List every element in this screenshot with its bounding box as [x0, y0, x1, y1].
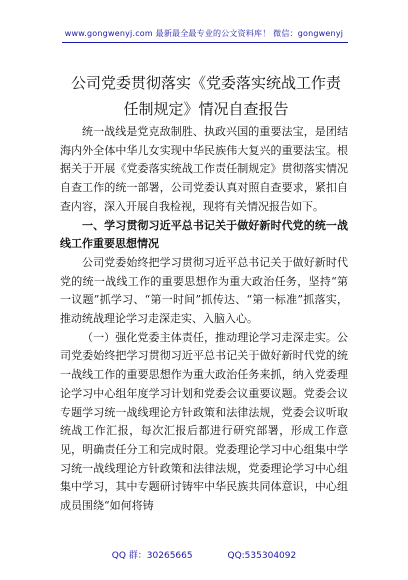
document-title: 公司党委贯彻落实《党委落实统战工作责任制规定》情况自查报告 — [70, 74, 341, 119]
section-heading: 一、学习贯彻习近平总书记关于做好新时代党的统一战线工作重要思想情况 — [60, 218, 348, 251]
intro-paragraph: 统一战线是党克敌制胜、执政兴国的重要法宝，是团结海内外全体中华儿女实现中华民族伟大复兴的重要法宝。根据关于开展《党委落实统战工作责任制规定》贯彻落实情况自查工作的统一部署，公司党委认真对照自查要求，紧扣自查内容，深入开展自我检视，现将有关情况报告如下。 — [60, 125, 348, 213]
header-divider — [62, 42, 348, 43]
site-header: www.gongwenyj.com 最新最全最专业的公文资料库！ 微信：gongwenyj — [64, 29, 344, 38]
body-paragraph: （一）强化党委主体责任，推动理论学习走深走实。公司党委始终把学习贯彻习近平总书记关于做好新时代党的统一战线工作的重要思想作为重大政治任务来抓，纳入党委理论学习中心组年度学习计划和党委会议重要议题。党委会议专题学习统一战线理论方针政策和法律法规，党委会议听取统战工作汇报，每次汇报后都进行研究部署，形成工作意见，明确责任分工和完成时限。党委理论学习中心组集中学习统一战线理论方针政策和法律法规，党委理论学习中心组集中学习，其中专题研讨铸牢中华民族共同体意识，中心组成员围绕“如何将铸 — [60, 330, 348, 513]
body-paragraph: 公司党委始终把学习贯彻习近平总书记关于做好新时代党的统一战线工作的重要思想作为重大政治任务，坚持“第一议题”抓学习、“第一时间”抓传达、“第一标准”抓落实，推动统战理论学习走深走实、入脑入心。 — [60, 255, 348, 326]
site-footer — [0, 548, 408, 561]
footer-qq: QQ:535304092 — [227, 551, 297, 561]
footer-qq-group: QQ 群：30265665 — [111, 551, 193, 561]
document-body — [60, 123, 348, 516]
